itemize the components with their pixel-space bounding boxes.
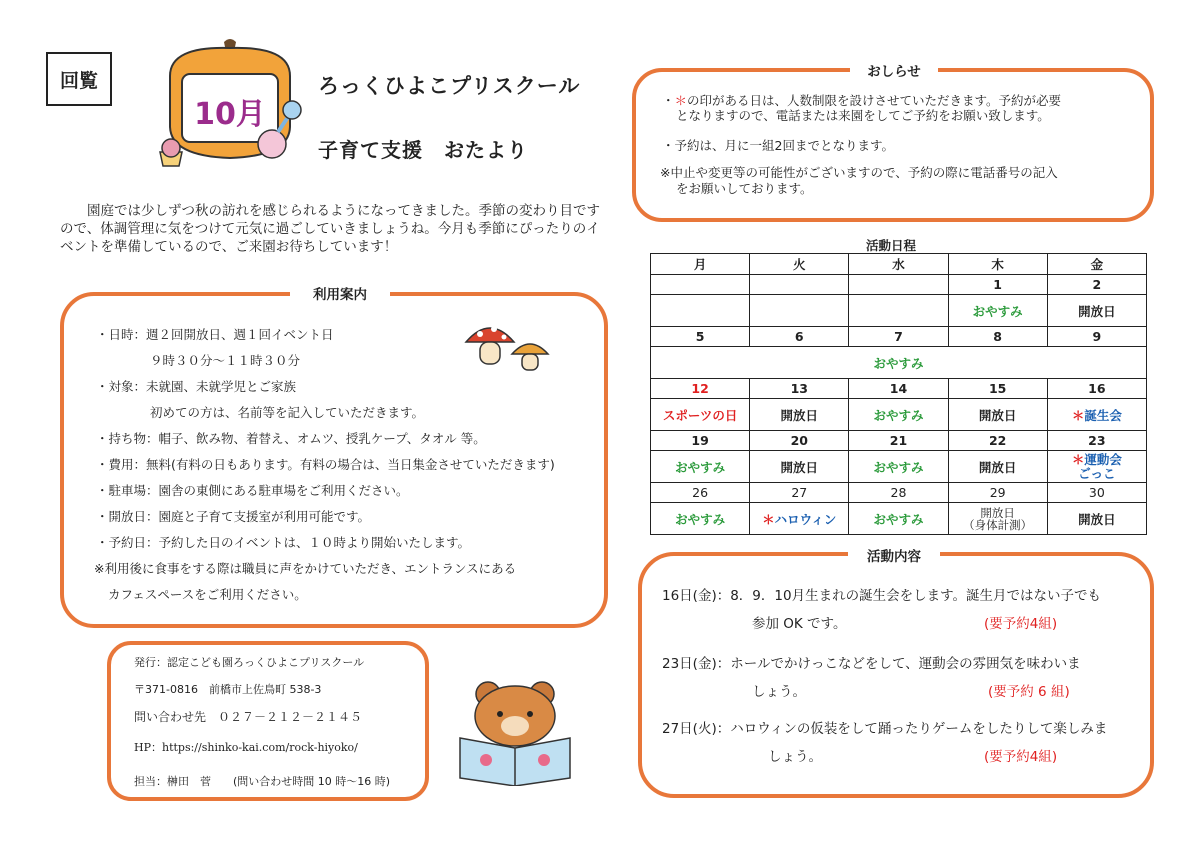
week2-dates: [651, 327, 1147, 347]
week4-dates: [651, 431, 1147, 451]
week4-events: [651, 451, 1147, 483]
event-29: [948, 503, 1047, 535]
guide-first-time: 初めての方は、名前等を記入していただきます。: [150, 405, 425, 420]
date-1: 1: [948, 275, 1047, 295]
event-15: 開放日: [948, 399, 1047, 431]
event-28: おやすみ: [849, 503, 948, 535]
event-29-label: 開放日: [980, 505, 1015, 520]
notice-title: おしらせ: [850, 60, 938, 80]
publisher: 発行：認定こども園ろっくひよこプリスクール: [134, 656, 365, 669]
guide-open-day: ・開放日：園庭と子育て支援室が利用可能です。: [96, 509, 371, 524]
header-tue: 火: [750, 254, 849, 275]
date-29: 29: [948, 483, 1047, 503]
candy-icon: [258, 130, 286, 158]
event-12: スポーツの日: [651, 399, 750, 431]
header-fri: 金: [1047, 254, 1146, 275]
date-15: 15: [948, 379, 1047, 399]
date-2: 2: [1047, 275, 1146, 295]
guide-cafe: カフェスペースをご利用ください。: [108, 587, 307, 602]
activity-27-line2: しょう。: [768, 749, 822, 765]
notice-cancel-line1: ※中止や変更等の可能性がございますので、予約の際に電話番号の記入: [660, 165, 1058, 180]
guide-reservation-day: ・予約日：予約した日のイベントは、１０時より開始いたします。: [96, 535, 471, 550]
date-6: 6: [750, 327, 849, 347]
date-13: 13: [750, 379, 849, 399]
pumpkin-frame-illustration: [150, 36, 310, 176]
week5-dates: [651, 483, 1147, 503]
event-30: 開放日: [1047, 503, 1146, 535]
notice-limit-text: の印がある日は、人数制限を設けさせていただきます。予約が必要: [687, 93, 1062, 108]
activity-27-line1: 27日(火)：ハロウィンの仮装をして踊ったりゲームをしたりして楽しみま: [662, 721, 1108, 737]
event-23-label: 運動会: [1084, 451, 1122, 467]
event-23: [1047, 451, 1146, 483]
week1-events: [651, 295, 1147, 327]
event-21: おやすみ: [849, 451, 948, 483]
calendar-header-row: [651, 254, 1147, 275]
notice-limit-line1: [662, 93, 1061, 108]
guide-fee: ・費用：無料(有料の日もあります。有料の場合は、当日集金させていただきます): [96, 457, 555, 472]
date-5: 5: [651, 327, 750, 347]
date-16: 16: [1047, 379, 1146, 399]
event-2: 開放日: [1047, 295, 1146, 327]
event-week2: おやすみ: [651, 347, 1147, 379]
week2-events: [651, 347, 1147, 379]
week1-dates: [651, 275, 1147, 295]
activity-27-reservation: (要予約4組): [984, 749, 1058, 765]
week5-events: [651, 503, 1147, 535]
notice-limit-line2: となりますので、電話または来園をしてご予約をお願い致します。: [676, 108, 1050, 123]
date-12: 12: [651, 379, 750, 399]
notice-bullet: ・: [662, 93, 675, 108]
guide-target: ・対象：未就園、未就学児とご家族: [96, 379, 297, 394]
guide-datetime: ・日時：週２回開放日、週１回イベント日: [96, 327, 334, 342]
week3-dates: [651, 379, 1147, 399]
date-23: 23: [1047, 431, 1146, 451]
notice-cancel-line2: をお願いしております。: [676, 181, 813, 196]
date-8: 8: [948, 327, 1047, 347]
event-19: おやすみ: [651, 451, 750, 483]
star-mark: ＊: [1071, 407, 1085, 423]
guide-time: ９時３０分～１１時３０分: [150, 353, 301, 368]
activity-16-line1: 16日(金)：8．9．10月生まれの誕生会をします。誕生月ではない子でも: [662, 588, 1101, 604]
date-14: 14: [849, 379, 948, 399]
date-21: 21: [849, 431, 948, 451]
star-mark: ＊: [762, 511, 775, 527]
activity-23-reservation: (要予約 6 組): [988, 684, 1070, 700]
guide-belongings: ・持ち物：帽子、飲み物、着替え、オムツ、授乳ケープ、タオル 等。: [96, 431, 486, 446]
address: 〒371-0816 前橋市上佐鳥町 538-3: [134, 683, 322, 696]
star-mark: ＊: [674, 93, 688, 108]
event-16: [1047, 399, 1146, 431]
event-14: おやすみ: [849, 399, 948, 431]
phone: 問い合わせ先 ０２７－２１２－２１４５: [134, 710, 363, 724]
date-7: 7: [849, 327, 948, 347]
month-label: 10月: [194, 97, 266, 132]
date-20: 20: [750, 431, 849, 451]
activity-16-reservation: (要予約4組): [984, 616, 1058, 632]
date-26: 26: [651, 483, 750, 503]
activity-16-line2: 参加 OK です。: [752, 616, 847, 632]
guide-meal-note: ※利用後に食事をする際は職員に声をかけていただき、エントランスにある: [94, 561, 517, 576]
date-28: 28: [849, 483, 948, 503]
event-26: おやすみ: [651, 503, 750, 535]
event-27-label: ハロウィン: [774, 511, 837, 527]
usage-guide-title: 利用案内: [290, 283, 390, 303]
header-wed: 水: [849, 254, 948, 275]
notice-reservation-limit: ・予約は、月に一組2回までとなります。: [662, 138, 894, 153]
calendar-title: 活動日程: [866, 238, 917, 253]
event-23-label-2: ごっこ: [1078, 465, 1116, 481]
mushroom-illustration: [462, 318, 552, 374]
newsletter-title: 子育て支援 おたより: [318, 138, 528, 162]
homepage: HP：https://shinko-kai.com/rock-hiyoko/: [134, 741, 358, 754]
week3-events: [651, 399, 1147, 431]
date-22: 22: [948, 431, 1047, 451]
event-27: [750, 503, 849, 535]
activity-23-line1: 23日(金)：ホールでかけっこなどをして、運動会の雰囲気を味わいま: [662, 656, 1081, 672]
event-1: おやすみ: [948, 295, 1047, 327]
intro-text: 園庭では少しずつ秋の訪れを感じられるようになってきました。季節の変わり目ですので、体調管理に気をつけて元気に過ごしていきましょうね。今月も季節にぴったりのイベントを準備しているので、ご来園お待ちしています！: [60, 203, 600, 255]
event-20: 開放日: [750, 451, 849, 483]
school-name: ろっくひよこプリスクール: [318, 74, 581, 98]
event-16-label: 誕生会: [1084, 407, 1122, 423]
activity-calendar: [650, 253, 1147, 535]
staff: 担当：榊田 菅 (問い合わせ時間 10 時～16 時): [134, 775, 391, 788]
bear-reading-illustration: [452, 678, 578, 786]
activities-title: 活動内容: [848, 545, 940, 565]
event-22: 開放日: [948, 451, 1047, 483]
star-mark: ＊: [1071, 451, 1085, 467]
date-30: 30: [1047, 483, 1146, 503]
activity-23-line2: しょう。: [752, 684, 806, 700]
event-13: 開放日: [750, 399, 849, 431]
circulation-stamp: 回覧: [46, 52, 112, 106]
date-19: 19: [651, 431, 750, 451]
date-27: 27: [750, 483, 849, 503]
guide-parking: ・駐車場：園舎の東側にある駐車場をご利用ください。: [96, 483, 409, 498]
header-thu: 木: [948, 254, 1047, 275]
date-9: 9: [1047, 327, 1146, 347]
event-29-label-2: （身体計測）: [963, 517, 1033, 532]
header-mon: 月: [651, 254, 750, 275]
